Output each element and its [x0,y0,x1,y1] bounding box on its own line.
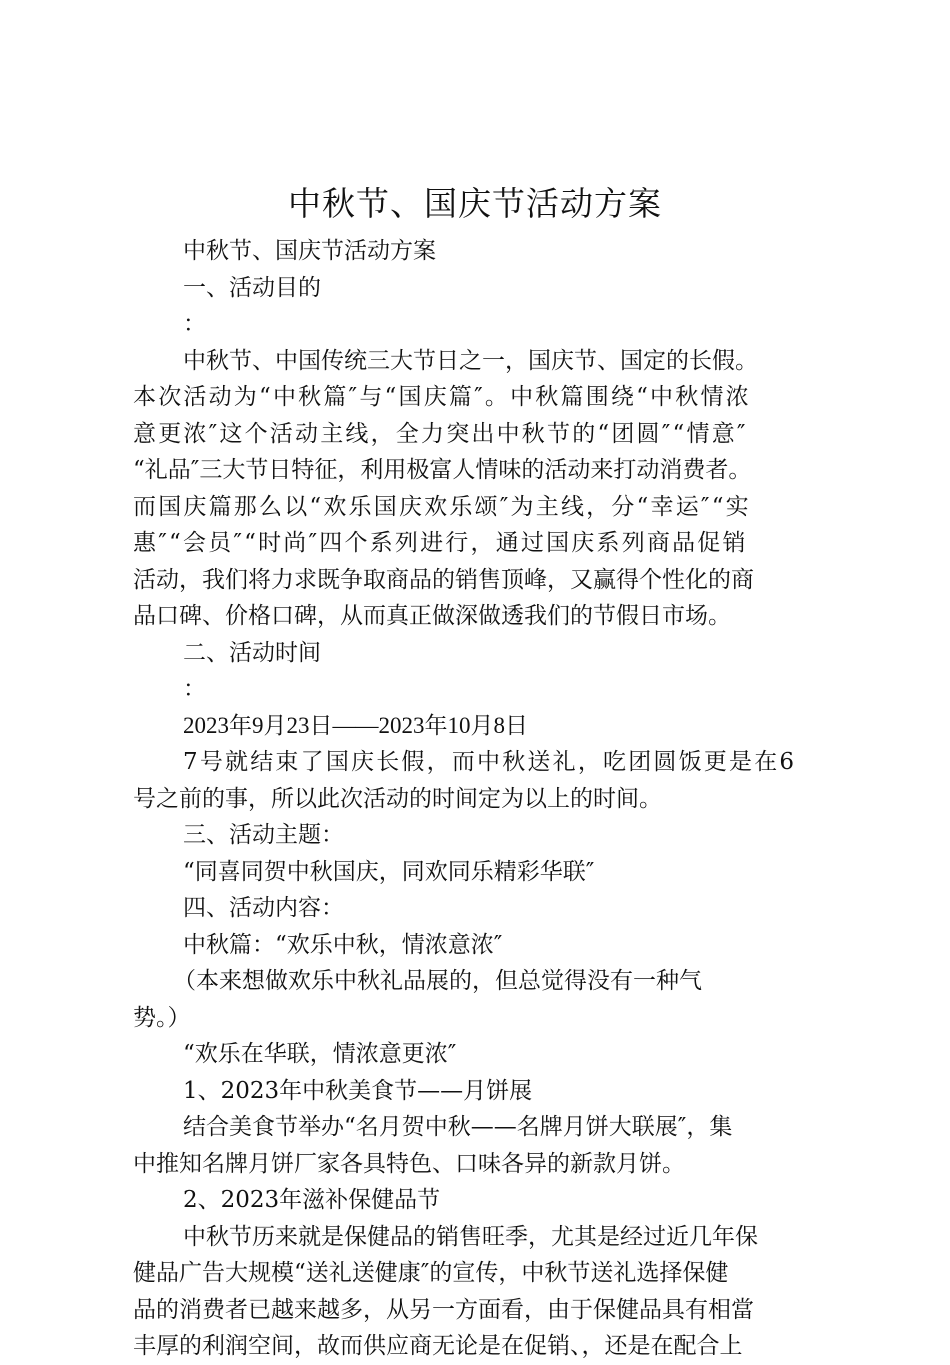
body-line: 品的消费者已越来越多，从另一方面看，由于保健品具有相當 [133,1296,754,1323]
body-line: 中推知名牌月饼厂家各具特色、口味各异的新款月饼。 [133,1150,685,1177]
body-line: 健品广告大规模“送礼送健康″的宣传，中秋节送礼选择保健 [133,1260,729,1286]
body-line: 中秋节、中国传统三大节日之一，国庆节、国定的长假。 [183,347,758,374]
item-heading-health: 2、2023年滋补保健品节 [183,1187,441,1213]
subsection-heading-mid-autumn: 中秋篇：“欢乐中秋，情浓意浓″ [183,931,503,958]
body-line: 号之前的事，所以此次活动的时间定为以上的时间。 [133,785,662,812]
section-heading-purpose: 一、活动目的 [183,274,321,301]
document-body [133,233,843,1365]
date-range-line: 2023年9月23日——2023年10月8日 [183,712,528,738]
body-line: 丰厚的利润空间，故而供应商无论是在促销、，还是在配合上 [133,1333,743,1359]
body-line: 活动，我们将力求既争取商品的销售顶峰，又赢得个性化的商 [133,566,754,593]
theme-line: “同喜同贺中秋国庆，同欢同乐精彩华联″ [183,858,595,885]
body-line: 本次活动为“中秋篇″与“国庆篇″。中秋篇围绕“中秋情浓 [133,384,751,410]
section-heading-theme: 三、活动主题： [183,822,344,848]
section-heading-content: 四、活动内容： [183,895,344,921]
document-title: 中秋节、国庆节活动方案 [288,184,662,223]
body-line: 7号就结束了国庆长假，而中秋送礼，吃团圆饭更是在6 [183,749,797,775]
body-heading-line: 中秋节、国庆节活动方案 [183,238,436,264]
slogan-line: “欢乐在华联，情浓意更浓″ [183,1041,457,1067]
body-line: 中秋节历来就是保健品的销售旺季，尤其是经过近几年保 [183,1223,758,1250]
body-line: ： [183,311,206,337]
body-line: 意更浓″这个活动主线，全力突出中秋节的“团圆″“情意″ [133,420,748,447]
body-line: 势。） [133,1004,191,1031]
body-line: 而国庆篇那么以“欢乐国庆欢乐颂″为主线，分“幸运″“实 [133,493,751,520]
section-heading-time: 二、活动时间 [183,639,321,666]
item-heading-mooncake: 1、2023年中秋美食节——月饼展 [183,1077,533,1104]
body-line: ： [183,676,206,702]
body-line: 惠″“会员″“时尚″四个系列进行，通过国庆系列商品促销 [133,530,748,556]
body-line: 结合美食节举办“名月贺中秋——名牌月饼大联展″，集 [183,1114,733,1140]
body-line: 品口碑、价格口碑，从而真正做深做透我们的节假日市场。 [133,603,731,629]
body-line: “礼品″三大节日特征，利用极富人情味的活动来打动消费者。 [133,457,752,483]
body-line: （本来想做欢乐中秋礼品展的，但总觉得没有一种气 [173,968,702,994]
